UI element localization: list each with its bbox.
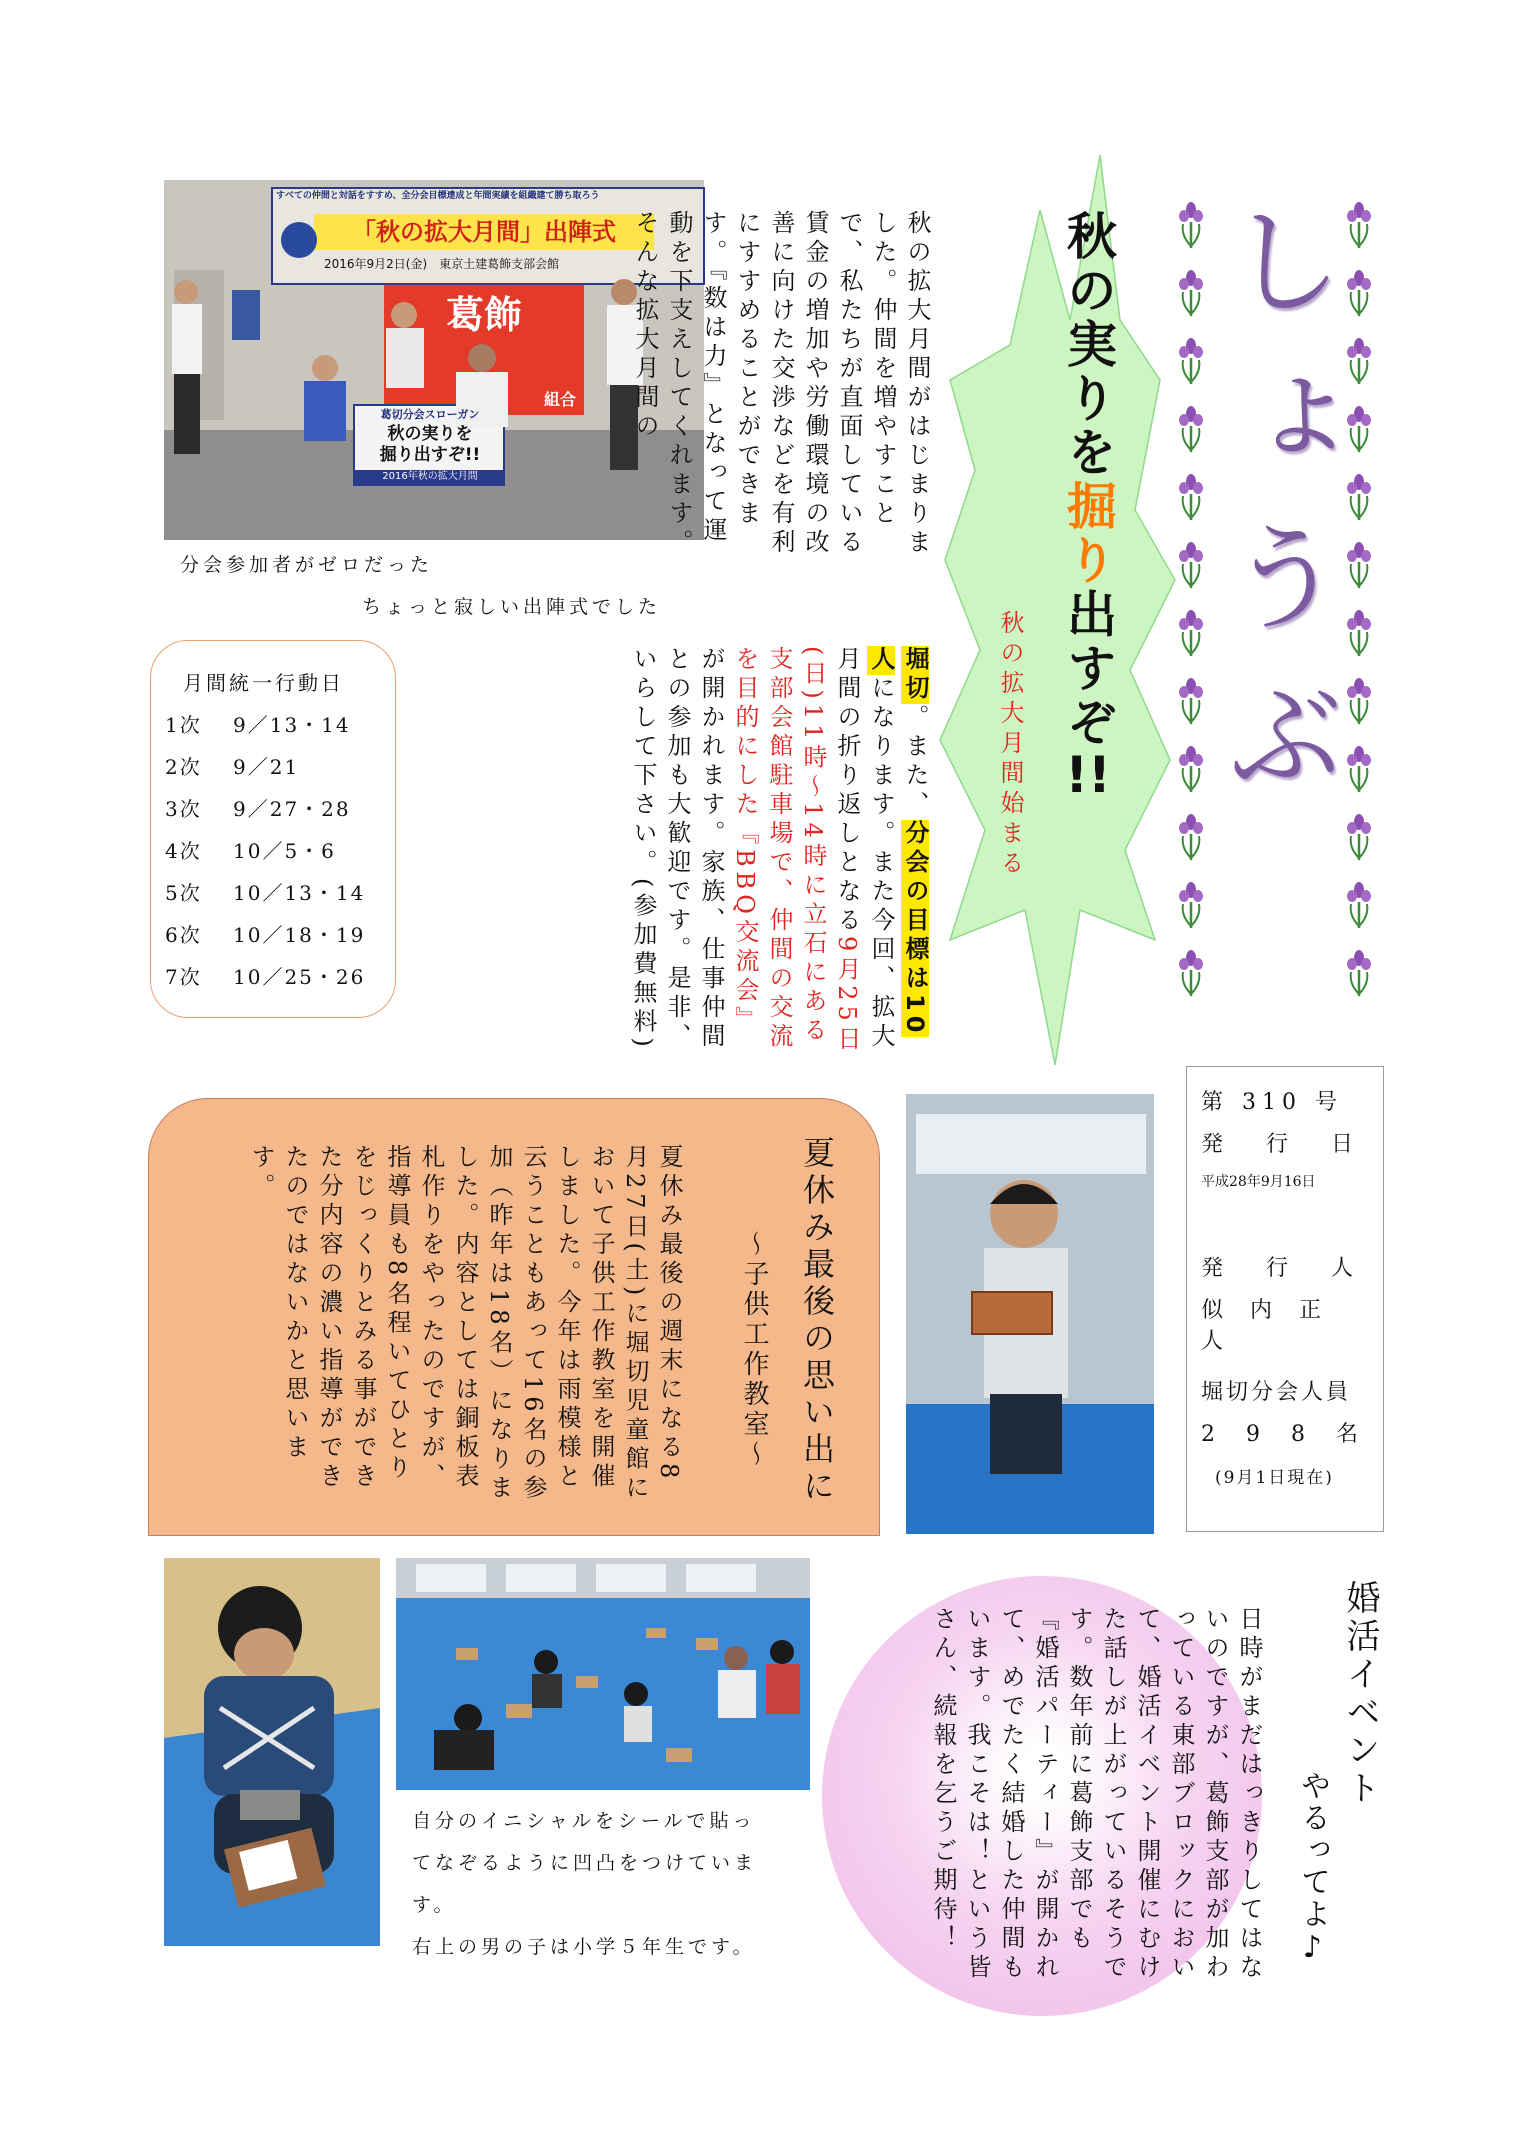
- schedule-row: 6次 10／18・19: [165, 923, 366, 947]
- article1-hl-horikiri: 堀切: [901, 646, 929, 704]
- masthead-title: しょうぶ: [1207, 200, 1345, 832]
- banner-flag: 葛飾: [445, 293, 522, 337]
- rally-caption-line1: 分会参加者がゼロだった: [180, 554, 434, 576]
- article3-subtitle: やるってよ♪: [1295, 1770, 1330, 1967]
- members-as-of: (9月1日現在): [1215, 1468, 1334, 1488]
- article1-red: 9月25日(日)11時～14時に立石にある支部会館駐車場で、仲間の交流を目的にした『BBQ交流会』: [731, 646, 861, 1055]
- schedule-row: 7次 10／25・26: [165, 965, 366, 989]
- members-count: 2 9 8 名: [1201, 1422, 1370, 1447]
- iris-border-right: [1342, 200, 1376, 1020]
- article2-title: 夏休み最後の思い出に: [798, 1136, 836, 1506]
- rally-caption-line2: ちょっと寂しい出陣式でした: [362, 596, 662, 618]
- article3-title: 婚活イベント: [1340, 1580, 1380, 1808]
- banner-flag-sub: 組合: [544, 390, 577, 409]
- headline-sub: 秋の拡大月間始まる: [996, 610, 1024, 880]
- schedule-row: 3次 9／27・28: [165, 797, 351, 821]
- article1-block-bottom: 堀切。また、分会の目標は10人になります。また今回、拡大月間の折り返しとなる9月25日(日)11時～14時に立石にある支部会館駐車場で、仲間の交流を目的にした『BBQ交流会』が開かれます。家族、仕事仲間との参加も大歓迎です。是非、いらして下さい。(参加費無料): [629, 646, 929, 1055]
- sign-bottom: 2016年秋の拡大月間: [382, 471, 478, 482]
- article1-hl-goal: 分会の目標は10人: [867, 646, 929, 1038]
- issue-info-box: [1186, 1066, 1384, 1532]
- headline-suffix: 出すぞ: [1059, 588, 1117, 750]
- banner-title: 「秋の拡大月間」出陣式: [352, 218, 616, 246]
- sign-line1: 秋の実りを: [387, 424, 473, 444]
- issued-label: 発 行 日: [1201, 1132, 1371, 1157]
- article3-body: 日時がまだはっきりしてはないのですが、葛飾支部が加わっている東部ブロックにおいて、婚活イベント開催にむけた話しが上がっているそうです。数年前に葛飾支部でも『婚活パーティー』が開かれて、めでたく結婚した仲間もいます。我こそは！という皆さん、続報を乞うご期待！: [929, 1606, 1263, 1983]
- banner-top-line: すべての仲間と対話をすすめ、全分会目標達成と年間実績を組織建て勝ち取ろう: [276, 191, 600, 201]
- headline-prefix: 秋の実りを: [1059, 210, 1117, 480]
- schedule-title: 月間統一行動日: [183, 671, 344, 695]
- article1-para2: になります。また今回、拡大月間の折り返しとなる: [833, 646, 895, 1052]
- article1-para3: が開かれます。家族、仕事仲間との参加も大歓迎です。是非、いらして下さい。(参加費無料): [629, 646, 725, 1052]
- headline-exclaim: !!: [1065, 750, 1111, 800]
- issue-number: 第 310 号: [1201, 1090, 1343, 1115]
- schedule-row: 1次 9／13・14: [165, 713, 351, 737]
- banner-date-line: 2016年9月2日(金) 東京土建葛飾支部会館: [324, 257, 560, 271]
- article1-para1: 秋の拡大月間がはじまりました。仲間を増やすことで、私たちが直面している賃金の増加や労働環境の改善に向けた交渉などを有利にすすめることができます。『数は力』となって運動を下支えしてくれます。そんな拡大月間の: [631, 210, 931, 558]
- schedule-row: 2次 9／21: [165, 755, 300, 779]
- article2-body: 夏休み最後の週末になる8月27日(土)に堀切児童館において子供工作教室を開催しました。今年は雨模様と云うこともあって16名の参加（昨年は18名）になりました。内容としては銅板表札作りをやったのですが、指導員も8名程いてひとりをじっくりとみる事ができた分内容の濃い指導ができたのではないかと思います。: [247, 1144, 683, 1504]
- sign-line2: 掘り出すぞ!!: [379, 445, 481, 465]
- workshop-caption-line4: 右上の男の子は小学５年生です。: [412, 1936, 756, 1958]
- publisher-label: 発 行 人: [1201, 1256, 1371, 1281]
- schedule-box: [150, 640, 396, 1018]
- workshop-caption-line2: てなぞるように凹凸をつけていま: [412, 1852, 758, 1874]
- child-working-photo: [164, 1558, 380, 1946]
- members-label: 堀切分会人員: [1201, 1380, 1352, 1405]
- sign-title: 葛切分会スローガン: [380, 408, 480, 421]
- issue-date: 平成28年9月16日: [1201, 1174, 1316, 1190]
- workshop-caption-line3: す。: [412, 1894, 457, 1916]
- schedule-row: 4次 10／5・6: [165, 839, 336, 863]
- schedule-list: [165, 709, 391, 1003]
- schedule-row: 5次 10／13・14: [165, 881, 366, 905]
- boy-photo: [906, 1094, 1154, 1534]
- workshop-photo: [396, 1558, 810, 1790]
- workshop-caption-line1: 自分のイニシャルをシールで貼っ: [412, 1810, 756, 1832]
- headline-main: [1050, 210, 1120, 930]
- headline-highlight-1: 掘: [1059, 480, 1117, 534]
- headline-highlight-2: り: [1059, 534, 1117, 588]
- rally-photo: [164, 180, 704, 540]
- article1-block-top: [631, 210, 934, 574]
- article2-subtitle: ～子供工作教室～: [739, 1230, 769, 1470]
- publisher-name: 似 内 正 人: [1201, 1298, 1331, 1354]
